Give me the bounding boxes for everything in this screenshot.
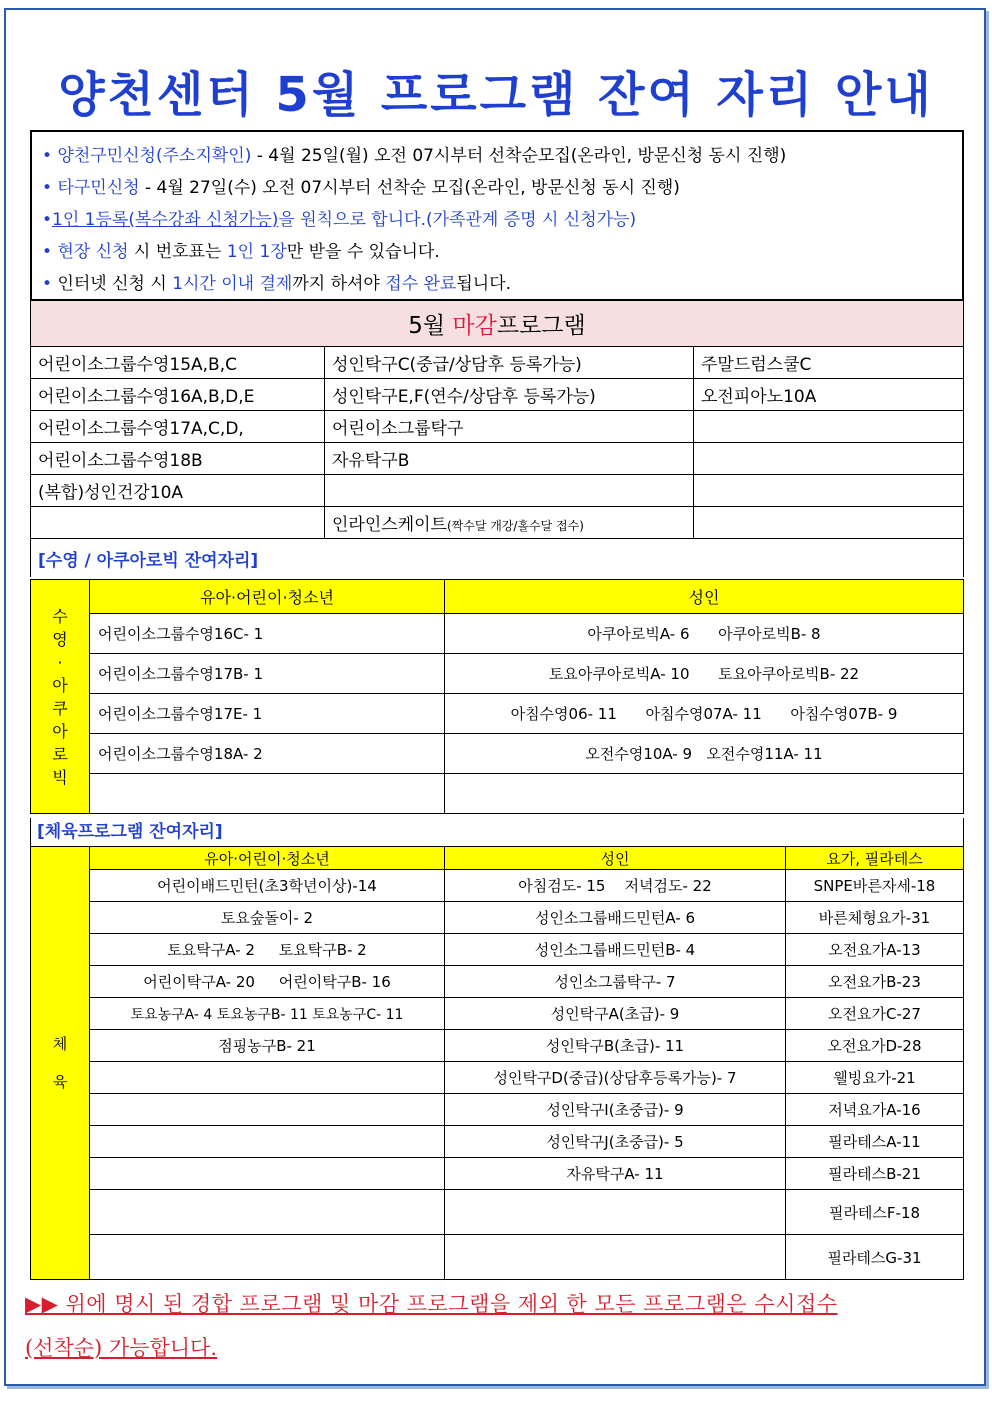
notice-text: 됩니다. [456, 274, 512, 294]
swim-adult-cell [445, 774, 964, 814]
bullet-icon: • [42, 146, 53, 166]
physical-table [30, 846, 964, 1280]
physical-yoga-cell: 필라테스G-31 [786, 1235, 964, 1280]
table-row [31, 1126, 964, 1158]
physical-col-kids: 유아·어린이·청소년 [90, 847, 445, 870]
closed-cell [694, 475, 964, 507]
notice-text: 만 받을 수 있습니다. [286, 242, 440, 262]
physical-yoga-cell: 필라테스A-11 [786, 1126, 964, 1158]
table-row [31, 507, 964, 539]
closed-cell: 성인탁구E,F(연수/상담후 등록가능) [325, 379, 694, 411]
swim-kids-cell [90, 774, 445, 814]
bullet-icon: • [42, 242, 53, 262]
swim-adult-cell: 아침수영06- 11 아침수영07A- 11 아침수영07B- 9 [445, 694, 964, 734]
table-row [31, 475, 964, 507]
physical-adult-cell: 자유탁구A- 11 [445, 1158, 786, 1190]
table-row [31, 734, 964, 774]
notice-text: 시 번호표는 [128, 242, 227, 262]
physical-adult-cell: 성인소그룹탁구- 7 [445, 966, 786, 998]
table-row [31, 1190, 964, 1235]
physical-kids-cell [90, 1235, 445, 1280]
physical-side-label [31, 847, 90, 1280]
physical-kids-cell: 토요탁구A- 2 토요탁구B- 2 [90, 934, 445, 966]
table-row [31, 1235, 964, 1280]
notice-line-5 [42, 268, 962, 300]
table-row [31, 411, 964, 443]
physical-col-yoga: 요가, 필라테스 [786, 847, 964, 870]
swim-kids-cell: 어린이소그룹수영17B- 1 [90, 654, 445, 694]
table-row [31, 654, 964, 694]
physical-yoga-cell: SNPE바른자세-18 [786, 870, 964, 902]
swim-kids-cell: 어린이소그룹수영16C- 1 [90, 614, 445, 654]
physical-adult-cell: 성인탁구B(초급)- 11 [445, 1030, 786, 1062]
table-row [31, 347, 964, 379]
swim-col-kids: 유아·어린이·청소년 [90, 580, 445, 614]
physical-kids-cell: 어린이탁구A- 20 어린이탁구B- 16 [90, 966, 445, 998]
physical-adult-cell: 성인소그룹배드민턴B- 4 [445, 934, 786, 966]
table-row [31, 1094, 964, 1126]
header-text: 5월 [408, 313, 453, 339]
swim-section-title: [수영 / 아쿠아로빅 잔여자리] [31, 539, 964, 578]
bullet-icon: • [42, 274, 53, 294]
closed-cell [694, 443, 964, 475]
notice-text: 까지 하셔야 [292, 274, 386, 294]
closed-cell: 어린이소그룹수영17A,C,D, [31, 411, 325, 443]
page-title: 양천센터 5월 프로그램 잔여 자리 안내 [58, 67, 934, 123]
closed-cell: 어린이소그룹수영18B [31, 443, 325, 475]
physical-kids-cell: 점핑농구B- 21 [90, 1030, 445, 1062]
notice-box [30, 130, 964, 301]
closed-cell: 성인탁구C(중급/상담후 등록가능) [325, 347, 694, 379]
closed-cell: 어린이소그룹수영16A,B,D,E [31, 379, 325, 411]
physical-yoga-cell: 필라테스B-21 [786, 1158, 964, 1190]
closed-cell [694, 411, 964, 443]
closed-cell: 어린이소그룹수영15A,B,C [31, 347, 325, 379]
notice-one-registration: 1인 1등록(복수강좌 신청가능) [52, 210, 279, 230]
table-row [31, 902, 964, 934]
closed-cell [325, 475, 694, 507]
physical-kids-cell: 토요농구A- 4 토요농구B- 11 토요농구C- 11 [90, 998, 445, 1030]
table-row [31, 1158, 964, 1190]
footer-line-1: ▶▶ 위에 명시 된 경합 프로그램 및 마감 프로그램을 제외 한 모든 프로그램은 수시접수 [25, 1292, 838, 1316]
closed-cell: 어린이소그룹탁구 [325, 411, 694, 443]
notice-one-registration-detail: 을 원칙으로 합니다.(가족관계 증명 시 신청가능) [278, 210, 637, 230]
physical-side-text: 체 육 [52, 1035, 68, 1091]
skate-note: (짝수달 개강/홀수달 접수) [446, 519, 584, 533]
notice-line-2 [42, 172, 962, 204]
footer-note [25, 1282, 945, 1370]
closed-cell: (복합)성인건강10A [31, 475, 325, 507]
table-row [31, 379, 964, 411]
physical-kids-cell: 토요숲돌이- 2 [90, 902, 445, 934]
header-closed-word: 마감 [452, 313, 497, 339]
table-row [31, 774, 964, 814]
skate-label: 인라인스케이트 [332, 515, 447, 535]
notice-others-detail: - 4월 27일(수) 오전 07시부터 선착순 모집(온라인, 방문신청 동시 진행) [144, 178, 680, 198]
physical-yoga-cell: 웰빙요가-21 [786, 1062, 964, 1094]
notice-line-4 [42, 236, 962, 268]
swim-adult-cell: 오전수영10A- 9 오전수영11A- 11 [445, 734, 964, 774]
footer-line-2: (선착순) 가능합니다. [25, 1336, 218, 1360]
physical-adult-cell: 성인탁구J(초중급)- 5 [445, 1126, 786, 1158]
notice-onsite: 현장 신청 [57, 242, 129, 262]
table-row [31, 1062, 964, 1094]
physical-adult-cell: 성인탁구D(중급)(상담후등록가능)- 7 [445, 1062, 786, 1094]
swim-table [30, 579, 964, 814]
closed-cell [694, 507, 964, 539]
bullet-icon: • [42, 210, 53, 230]
closed-cell [31, 507, 325, 539]
notice-line-1 [42, 140, 962, 172]
table-row [31, 870, 964, 902]
physical-yoga-cell: 필라테스F-18 [786, 1190, 964, 1235]
physical-kids-cell [90, 1126, 445, 1158]
table-row [31, 694, 964, 734]
notice-residents: 양천구민신청(주소지확인) [57, 146, 252, 166]
bullet-icon: • [42, 178, 53, 198]
table-row [31, 614, 964, 654]
physical-yoga-cell: 오전요가B-23 [786, 966, 964, 998]
swim-adult-cell: 토요아쿠아로빅A- 10 토요아쿠아로빅B- 22 [445, 654, 964, 694]
notice-residents-detail: - 4월 25일(월) 오전 07시부터 선착순모집(온라인, 방문신청 동시 진행) [256, 146, 787, 166]
physical-adult-cell: 성인소그룹배드민턴A- 6 [445, 902, 786, 934]
physical-adult-cell [445, 1235, 786, 1280]
physical-kids-cell: 어린이배드민턴(초3학년이상)-14 [90, 870, 445, 902]
physical-adult-cell: 성인탁구A(초급)- 9 [445, 998, 786, 1030]
physical-yoga-cell: 오전요가C-27 [786, 998, 964, 1030]
physical-col-adult: 성인 [445, 847, 786, 870]
physical-adult-cell: 아침검도- 15 저녁검도- 22 [445, 870, 786, 902]
swim-side-text: 수 영 · 아 쿠 아 로 빅 [52, 606, 68, 787]
notice-others: 타구민신청 [57, 178, 140, 198]
notice-one-ticket: 1인 1장 [226, 242, 287, 262]
swim-kids-cell: 어린이소그룹수영17E- 1 [90, 694, 445, 734]
notice-complete: 접수 완료 [385, 274, 457, 294]
notice-line-3 [42, 204, 962, 236]
physical-adult-cell: 성인탁구I(초중급)- 9 [445, 1094, 786, 1126]
swim-col-adult: 성인 [445, 580, 964, 614]
physical-yoga-cell: 오전요가D-28 [786, 1030, 964, 1062]
header-text: 프로그램 [496, 313, 586, 339]
closed-cell-skate [325, 507, 694, 539]
physical-yoga-cell: 바른체형요가-31 [786, 902, 964, 934]
notice-payment-limit: 1시간 이내 결제 [172, 274, 293, 294]
closed-cell: 주말드럼스쿨C [694, 347, 964, 379]
physical-kids-cell [90, 1094, 445, 1126]
physical-kids-cell [90, 1158, 445, 1190]
physical-yoga-cell: 오전요가A-13 [786, 934, 964, 966]
physical-kids-cell [90, 1062, 445, 1094]
swim-side-label [31, 580, 90, 814]
table-row [31, 998, 964, 1030]
table-row [31, 966, 964, 998]
physical-kids-cell [90, 1190, 445, 1235]
physical-section-title: [체육프로그램 잔여자리] [30, 818, 964, 846]
table-row [31, 934, 964, 966]
closed-cell: 오전피아노10A [694, 379, 964, 411]
table-row [31, 443, 964, 475]
physical-adult-cell [445, 1190, 786, 1235]
physical-yoga-cell: 저녁요가A-16 [786, 1094, 964, 1126]
notice-text: 인터넷 신청 시 [57, 274, 173, 294]
swim-kids-cell: 어린이소그룹수영18A- 2 [90, 734, 445, 774]
swim-adult-cell: 아쿠아로빅A- 6 아쿠아로빅B- 8 [445, 614, 964, 654]
table-row [31, 1030, 964, 1062]
closed-cell: 자유탁구B [325, 443, 694, 475]
closed-programs-header [31, 301, 964, 347]
closed-programs-table [30, 300, 964, 577]
